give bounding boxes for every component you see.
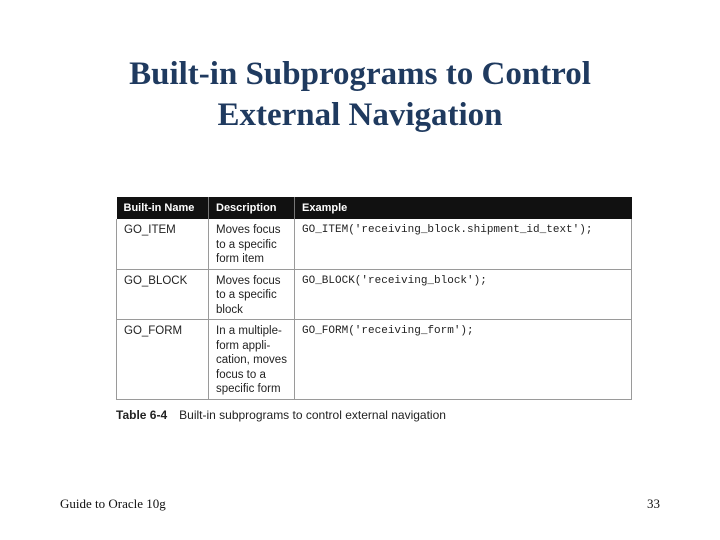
table-row: [117, 219, 632, 269]
cell-description: [209, 269, 295, 320]
header-example: Example: [295, 197, 632, 219]
cell-built-in-name: GO_FORM: [117, 320, 209, 400]
cell-description: [209, 320, 295, 400]
built-in-subprograms-table: [116, 197, 632, 400]
header-description: Description: [209, 197, 295, 219]
description-text: In a multiple-form appli-cation, moves focus to a specific form: [216, 325, 287, 395]
slide-title-line-2: External Navigation: [217, 97, 503, 133]
cell-built-in-name: GO_ITEM: [117, 219, 209, 269]
cell-example: GO_FORM('receiving_form');: [295, 320, 632, 400]
slide-title-line-1: Built-in Subprograms to Control: [129, 56, 591, 92]
caption-number: Table 6-4: [116, 408, 168, 422]
table-header-row: [117, 197, 632, 219]
cell-built-in-name: GO_BLOCK: [117, 269, 209, 320]
table-row: [117, 269, 632, 320]
page-number: 33: [647, 496, 660, 511]
slide-title: [60, 54, 660, 136]
footer-book-title: Guide to Oracle 10g: [60, 496, 166, 511]
table-row: [117, 320, 632, 400]
header-built-in-name: Built-in Name: [117, 197, 209, 219]
caption-text: Built-in subprograms to control external navigation: [179, 408, 446, 422]
cell-description: [209, 219, 295, 269]
table-caption: [116, 408, 446, 422]
cell-example: GO_ITEM('receiving_block.shipment_id_text');: [295, 219, 632, 269]
cell-example: GO_BLOCK('receiving_block');: [295, 269, 632, 320]
description-text: Moves focus to a specific form item: [216, 224, 281, 265]
description-text: Moves focus to a specific block: [216, 274, 281, 316]
